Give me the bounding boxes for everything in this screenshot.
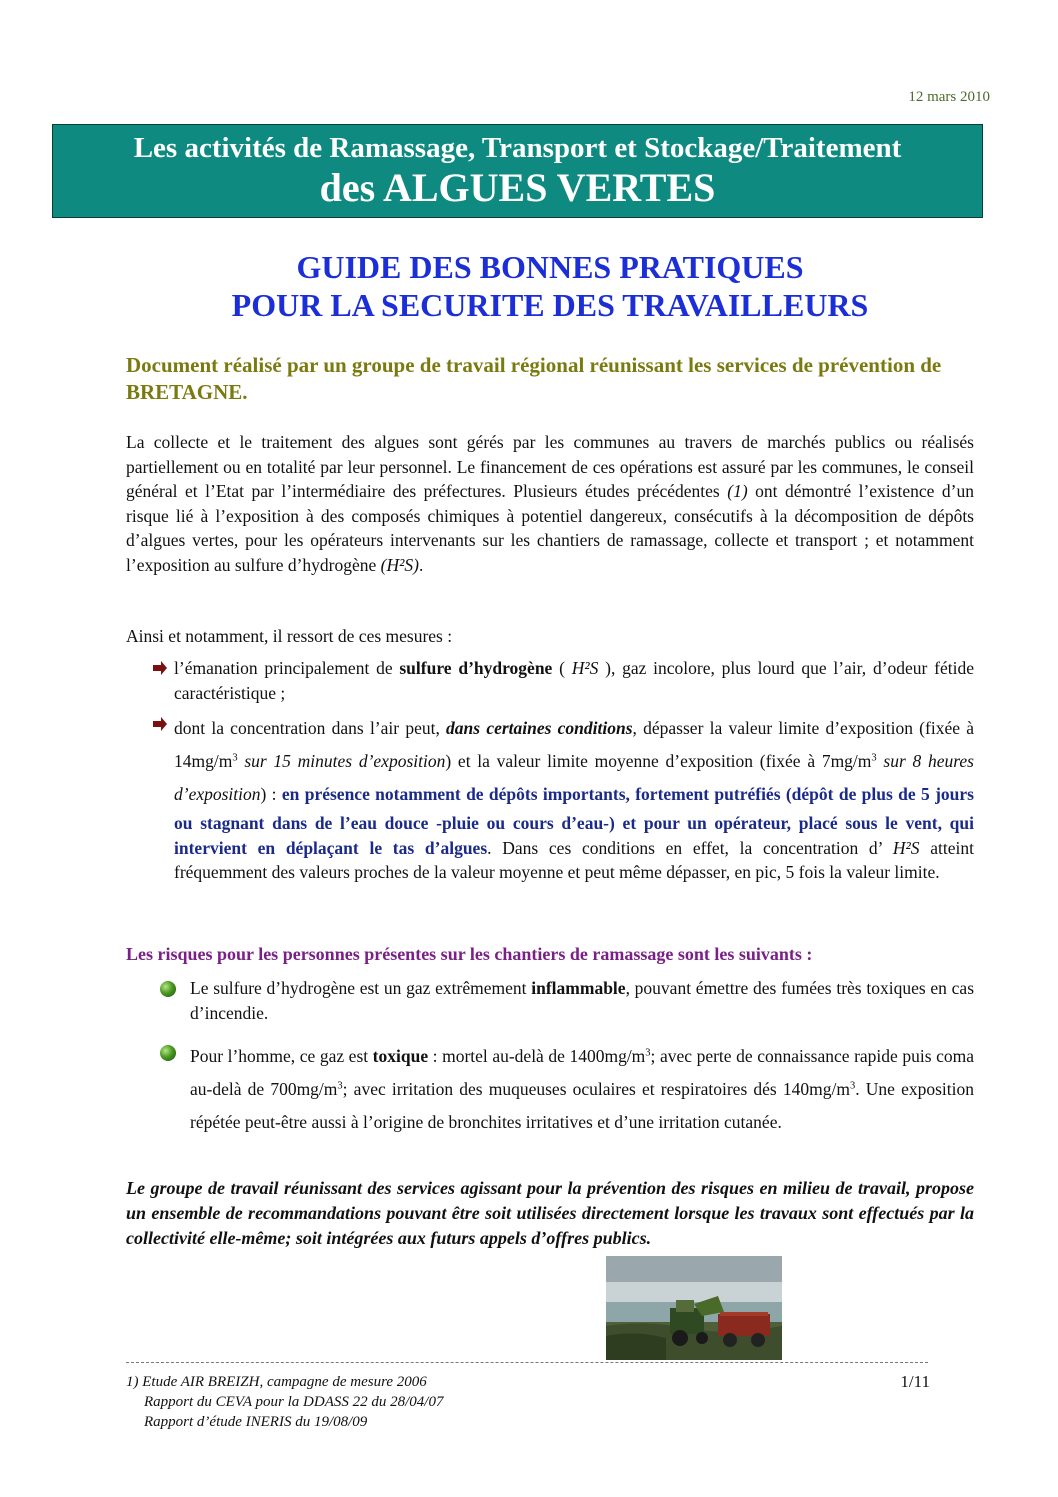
text: ) et la valeur limite moyenne d’exposition (fixée à 7mg/m (445, 751, 872, 771)
superscript: 3 (871, 752, 877, 764)
text: ; avec perte de connaissance rapide puis coma au-delà de 700mg/m (190, 1046, 974, 1099)
risks-heading: Les risques pour les personnes présentes sur les chantiers de ramassage sont les suivants : (126, 944, 813, 964)
green-ball-bullet-icon (160, 981, 176, 997)
banner-title-line2: des ALGUES VERTES (319, 165, 716, 210)
bold-italic-text: dans certaines conditions (446, 718, 633, 738)
document-date: 12 mars 2010 (908, 89, 990, 105)
title-banner (52, 124, 983, 218)
superscript: 3 (232, 752, 238, 764)
footnotes (126, 1372, 626, 1432)
text: . Dans ces conditions en effet, la concentration d’ (487, 837, 893, 858)
banner-title-line1: Les activités de Ramassage, Transport et Stockage/Traitement (133, 132, 902, 164)
text: l’émanation principalement de (174, 658, 400, 678)
text: , dépasser la valeur limite d’exposition (fixée à 14mg/m (174, 718, 974, 771)
green-ball-bullet-icon (160, 1045, 176, 1061)
text: Pour l’homme, ce gaz est (190, 1046, 373, 1066)
text: . (418, 554, 424, 575)
italic-text: sur 8 heures d’exposition (174, 751, 974, 804)
text: ; avec irritation des muqueuses oculaires et respiratoires dés 140mg/m (342, 1079, 850, 1099)
bold-text: inflammable (531, 978, 626, 998)
emphasis-text: en présence notamment de dépôts importants, fortement putréfiés (dépôt de plus de 5 jours ou stagnant dans de l’eau douce -pluie ou cours d’eau-) et pour un opérateur, placé sous le vent, qui intervient en déplaçant le tas d’algues (174, 784, 974, 858)
chemical-formula: H²S (571, 658, 599, 678)
arrow-bullet-icon (152, 660, 168, 676)
superscript: 3 (849, 1080, 856, 1092)
text: ont démontré l’existence d’un risque lié à l’exposition à des composés chimiques à potentiel dangereux, consécutifs à la décomposition de dépôts d’algues vertes, pour les opérateurs intervenants sur les chantiers de ramassage, collecte et transport ; et notamment l’exposition au sulfure d’hydrogène (126, 481, 974, 575)
page-number: 1/11 (900, 1372, 930, 1391)
bullet-item-concentration (160, 712, 974, 885)
text: La collecte et le traitement des algues sont gérés par les communes au travers de marchés publics ou réalisés partiellement ou en totalité par leur personnel. Le financement de ces opérations est assuré par les communes, le conseil général et l’Etat par l’intermédiaire des préfectures. Plusieurs études précédentes (126, 432, 974, 501)
italic-text: sur 15 minutes d’exposition (237, 751, 446, 771)
superscript: 3 (337, 1080, 343, 1092)
text: ), gaz incolore, plus lourd que l’air, d’odeur fétide caractéristique ; (174, 658, 974, 703)
text: ( (552, 658, 572, 678)
chemical-formula: H²S (892, 837, 920, 858)
paragraph-measures-intro: Ainsi et notamment, il ressort de ces mesures : (126, 626, 453, 646)
risk-item-toxic (190, 1040, 974, 1139)
bold-text: sulfure d’hydrogène (399, 658, 553, 678)
footnote-separator (126, 1362, 928, 1363)
bold-text: toxique (372, 1046, 429, 1066)
paragraph-context (126, 430, 974, 577)
arrow-bullet-icon (152, 716, 168, 732)
footnote-line: 1) Etude AIR BREIZH, campagne de mesure 2006 (126, 1374, 427, 1390)
guide-title-line1: GUIDE DES BONNES PRATIQUES (296, 249, 804, 285)
algae-collection-photo (606, 1256, 782, 1360)
footnote-line: Rapport du CEVA pour la DDASS 22 du 28/04/07 (144, 1394, 444, 1410)
text: : mortel au-delà de 1400mg/m (428, 1046, 646, 1066)
bullet-item-emanation (160, 656, 974, 705)
text: atteint fréquemment des valeurs proches de la valeur moyenne et peut même dépasser, en pic, 5 fois la valeur limite. (174, 837, 975, 882)
reference-marker: (1) (727, 481, 748, 501)
guide-title (120, 248, 980, 324)
superscript: 3 (645, 1047, 651, 1059)
text: , pouvant émettre des fumées très toxiques en cas d’incendie. (190, 978, 975, 1023)
text: Le sulfure d’hydrogène est un gaz extrêmement (190, 978, 532, 998)
conclusion-statement: Le groupe de travail réunissant des services agissant pour la prévention des risques en milieu de travail, propose un ensemble de recommandations pouvant être soit utilisées directement lorsque les travaux sont effectués par la collectivité elle-même; soit intégrées aux futurs appels d’offres publics. (126, 1178, 974, 1248)
text: . Une exposition répétée peut-être aussi à l’origine de bronchites irritatives et d’une irritation cutanée. (190, 1079, 974, 1132)
guide-title-line2: POUR LA SECURITE DES TRAVAILLEURS (231, 287, 869, 323)
risk-item-flammable (190, 976, 974, 1025)
text: ) : (260, 784, 282, 804)
text: dont la concentration dans l’air peut, (174, 718, 447, 738)
footnote-line: Rapport d’étude INERIS du 19/08/09 (144, 1414, 368, 1430)
chemical-formula: (H²S) (380, 554, 419, 575)
intro-statement: Document réalisé par un groupe de travail régional réunissant les services de prévention de BRETAGNE. (126, 353, 942, 404)
